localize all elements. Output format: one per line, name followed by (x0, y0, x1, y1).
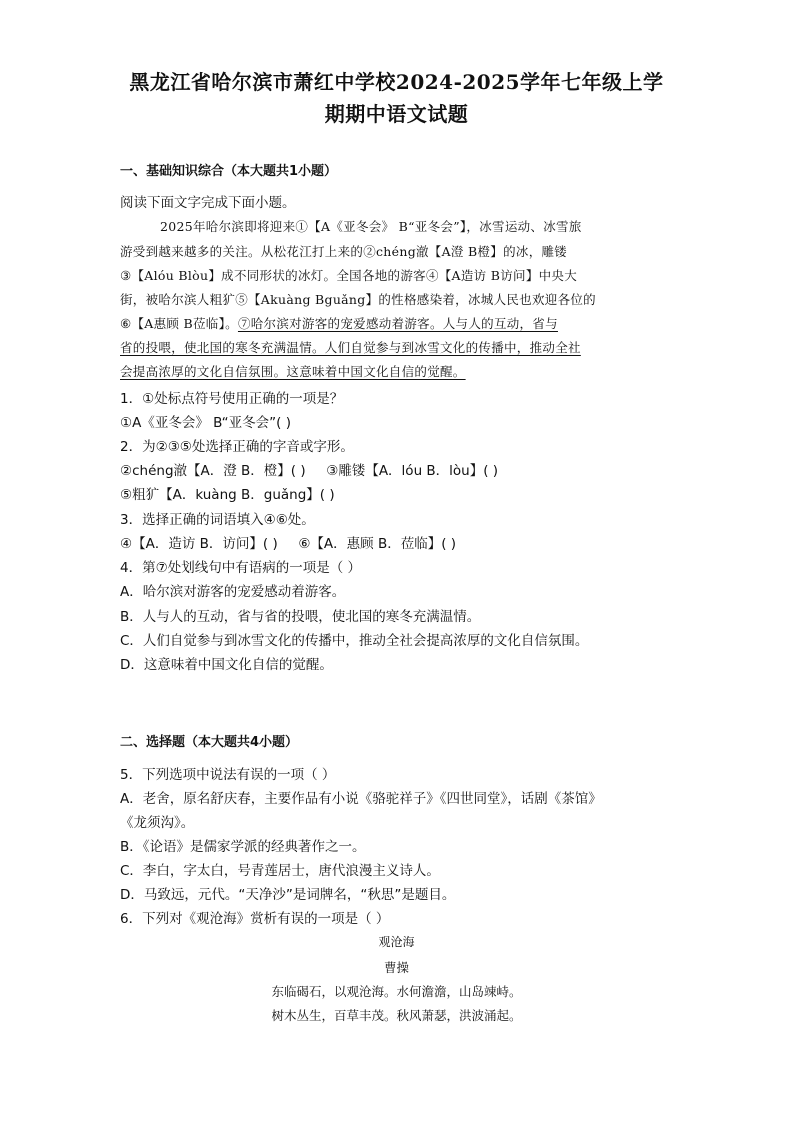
section-1-heading: 一、基础知识综合（本大题共1小题） (120, 164, 338, 179)
question-2-options-row (120, 459, 498, 479)
question-5: 5．下列选项中说法有误的一项（ ） (120, 767, 336, 783)
question-5-option: 《龙须沟》。 (120, 815, 195, 831)
section-2-heading: 二、选择题（本大题共4小题） (120, 735, 299, 750)
title-line-2: 期期中语文试题 (324, 102, 469, 126)
passage-line: ③【Alóu Blòu】成不同形状的冰灯。全国各地的游客④【A造访 B访问】中央大 (120, 268, 578, 283)
question-5-option: B．《论语》是儒家学派的经典著作之一。 (120, 839, 366, 855)
question-5-option: A．老舍，原名舒庆春，主要作品有小说《骆驼祥子》《四世同堂》，话剧《茶馆》 (120, 791, 602, 807)
passage-line: 2025年哈尔滨即将迎来①【A《亚冬会》 B“亚冬会”】，冰雪运动、冰雪旅 (160, 219, 582, 234)
question-6: 6．下列对《观沧海》赏析有误的一项是（ ） (120, 911, 390, 927)
passage-line: 游受到越来越多的关注。从松花江打上来的②chéng澈【A澄 B橙】的冰，雕镂 (120, 244, 568, 259)
question-5-option: C．李白，字太白，号青莲居士，唐代浪漫主义诗人。 (120, 863, 440, 879)
question-4-option: A．哈尔滨对游客的宠爱感动着游客。 (120, 584, 346, 600)
question-2-item: ②chéng澈【A．澄 B．橙】( ) (120, 463, 306, 479)
passage-line (120, 314, 558, 332)
question-3-options-row (120, 532, 456, 552)
question-1: 1．①处标点符号使用正确的一项是？ (120, 391, 344, 407)
question-4-option: C．人们自觉参与到冰雪文化的传播中，推动全社会提高浓厚的文化自信氛围。 (120, 633, 589, 649)
question-2-item: ③雕镂【A．lóu B．lòu】( ) (326, 463, 499, 479)
question-5-option: D．马致远，元代。“天净沙”是词牌名，“秋思”是题目。 (120, 887, 456, 903)
passage-text: ⑥【A惠顾 B莅临】。 (120, 316, 238, 331)
title-line-1: 黑龙江省哈尔滨市萧红中学校2024-2025学年七年级上学 (129, 70, 664, 94)
poem-title: 观沧海 (378, 935, 415, 949)
poem-line: 东临碣石，以观沧海。水何澹澹，山岛竦峙。 (271, 984, 522, 999)
reading-intro: 阅读下面文字完成下面小题。 (120, 195, 296, 211)
passage-line: 街，被哈尔滨人粗犷⑤【Akuàng Bguǎng】的性格感染着，冰城人民也欢迎各位的 (120, 292, 596, 307)
question-1-options: ①A《亚冬会》 B“亚冬会”( ) (120, 415, 291, 431)
question-4-option: B．人与人的互动，省与省的投喂，使北国的寒冬充满温情。 (120, 609, 481, 625)
underlined-sentence: 省的投喂，使北国的寒冬充满温情。人们自觉参与到冰雪文化的传播中，推动全社 (120, 340, 581, 355)
poem-author: 曹操 (383, 960, 409, 975)
underlined-sentence: ⑦哈尔滨对游客的宠爱感动着游客。人与人的互动，省与 (237, 316, 558, 331)
poem-line: 树木丛生，百草丰茂。秋风萧瑟，洪波涌起。 (271, 1008, 522, 1023)
question-3: 3．选择正确的词语填入④⑥处。 (120, 512, 315, 528)
question-3-item: ⑥【A．惠顾 B．莅临】( ) (298, 536, 457, 552)
question-4-option: D．这意味着中国文化自信的觉醒。 (120, 657, 333, 673)
question-2: 2．为②③⑤处选择正确的字音或字形。 (120, 439, 354, 455)
underlined-sentence: 会提高浓厚的文化自信氛围。这意味着中国文化自信的觉醒。 (120, 364, 466, 379)
question-2-item: ⑤粗犷【A．kuàng B．guǎng】( ) (120, 487, 335, 503)
question-3-item: ④【A．造访 B．访问】( ) (120, 536, 278, 552)
question-4: 4．第⑦处划线句中有语病的一项是（ ） (120, 560, 361, 576)
